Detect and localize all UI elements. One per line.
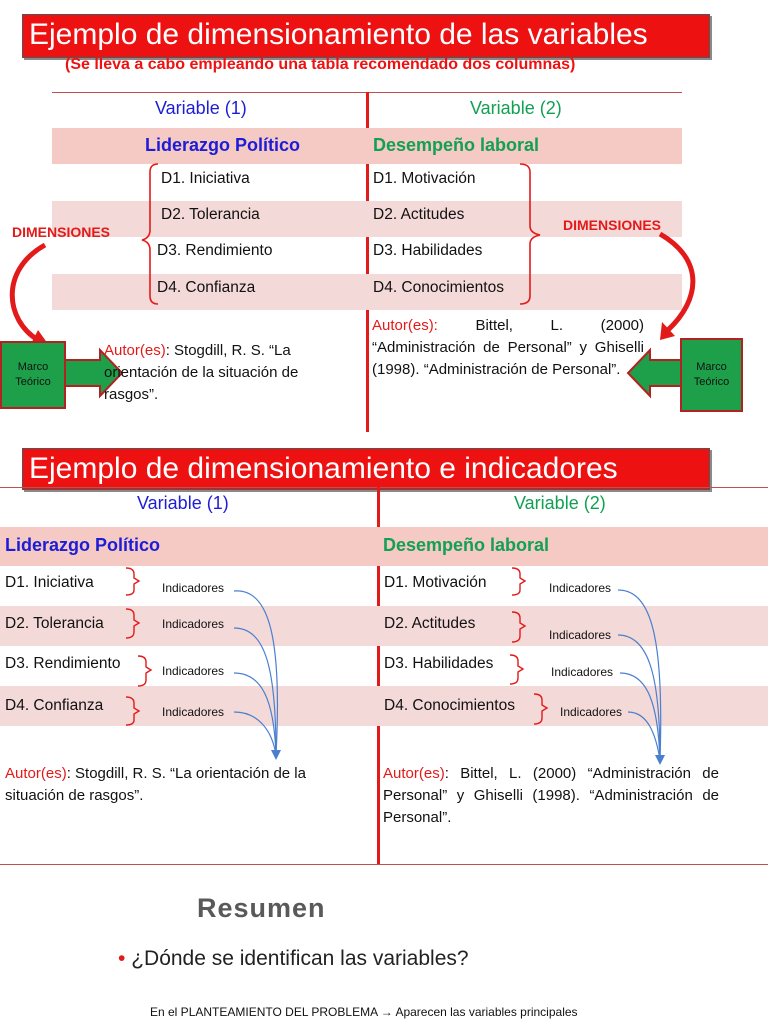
bracket-r2	[512, 612, 525, 642]
table1-var2-name: Desempeño laboral	[373, 135, 540, 155]
bracket-l1	[126, 568, 139, 595]
indicator-left-4: Indicadores	[162, 705, 225, 719]
table1-var2-dim-4: D4. Conocimientos	[373, 279, 504, 296]
table2-var2-dim-1: D1. Motivación	[384, 574, 487, 591]
table2-var2-dim-2: D2. Actitudes	[384, 615, 476, 632]
indicator-right-3: Indicadores	[551, 665, 614, 679]
table1-var1-dim-2: D2. Tolerancia	[161, 206, 260, 223]
section1-title: Ejemplo de dimensionamiento de las variables	[22, 14, 710, 58]
dimensions-label-left: DIMENSIONES	[12, 224, 111, 240]
table2-var2-dim-3: D3. Habilidades	[384, 655, 494, 672]
right-arrow-icon: →	[380, 1005, 393, 1019]
section2-title: Ejemplo de dimensionamiento e indicadores	[22, 448, 710, 490]
bracket-l2	[126, 609, 139, 638]
table2-var1-header: Variable (1)	[137, 493, 229, 513]
table2-var1-dim-4: D4. Confianza	[5, 697, 104, 714]
summary-bullet: • ¿Dónde se identifican las variables?	[118, 947, 469, 970]
bracket-l3	[138, 656, 151, 686]
indicator-right-2: Indicadores	[549, 628, 612, 642]
indicator-arrow-r2	[618, 635, 660, 760]
indicator-arrow-r1	[618, 590, 661, 760]
table1-var1-header: Variable (1)	[155, 98, 247, 118]
table2-var1-dim-3: D3. Rendimiento	[5, 655, 121, 672]
indicator-arrow-l3	[234, 673, 276, 755]
indicator-right-1: Indicadores	[549, 581, 612, 595]
table1-var2-author: Autor(es): Bittel, L. (2000) “Administración de Personal” y Ghiselli (1998). “Administración de Personal”.	[372, 317, 644, 378]
indicator-right-4: Indicadores	[560, 705, 623, 719]
summary-heading: Resumen	[197, 893, 326, 923]
table1-var1-dim-3: D3. Rendimiento	[157, 242, 273, 259]
summary-footer: En el PLANTEAMIENTO DEL PROBLEMA → Aparecen las variables principales	[150, 1005, 578, 1019]
table2-var1-author: Autor(es): Stogdill, R. S. “La orientación de la situación de rasgos”.	[5, 765, 306, 804]
indicator-left-2: Indicadores	[162, 617, 225, 631]
bracket-r4	[534, 694, 547, 724]
table1-var2-dim-3: D3. Habilidades	[373, 242, 483, 259]
table1-var2-header: Variable (2)	[470, 98, 562, 118]
indicator-arrow-r4	[628, 712, 660, 760]
table1-var1-dim-4: D4. Confianza	[157, 279, 256, 296]
indicator-arrow-l1	[234, 591, 277, 755]
marco-teorico-left: Marco Teórico	[0, 341, 66, 409]
indicator-arrow-l4	[234, 712, 276, 755]
table1-var2-dim-2: D2. Actitudes	[373, 206, 465, 223]
table1-var1-author: Autor(es): Stogdill, R. S. “La orientación de la situación de rasgos”.	[104, 342, 299, 403]
section1-subtitle: (Se lleva a cabo empleando una tabla recomendado dos columnas)	[65, 56, 576, 73]
table2-var1-dim-2: D2. Tolerancia	[5, 615, 104, 632]
indicator-left-3: Indicadores	[162, 664, 225, 678]
indicator-arrowhead-l	[271, 750, 281, 760]
table2-var2-name: Desempeño laboral	[383, 535, 550, 555]
table1-var1-dim-1: D1. Iniciativa	[161, 170, 250, 187]
bracket-r3	[510, 655, 523, 684]
table1-var1-name: Liderazgo Político	[145, 135, 301, 155]
dimensions-label-right: DIMENSIONES	[563, 217, 662, 233]
bracket-r1	[512, 568, 525, 595]
bracket-l4	[126, 697, 139, 725]
table2-var1-name: Liderazgo Político	[5, 535, 161, 555]
table1-var2-dim-1: D1. Motivación	[373, 170, 476, 187]
indicator-arrow-r3	[620, 673, 660, 760]
table2-var1-dim-1: D1. Iniciativa	[5, 574, 94, 591]
marco-teorico-right: Marco Teórico	[680, 338, 743, 412]
bullet-dot: •	[118, 947, 126, 970]
table2-var2-dim-4: D4. Conocimientos	[384, 697, 515, 714]
table2-var2-header: Variable (2)	[514, 493, 606, 513]
table2-var2-author: Autor(es): Bittel, L. (2000) “Administración de Personal” y Ghiselli (1998). “Administración de Personal”.	[383, 765, 719, 826]
indicator-left-1: Indicadores	[162, 581, 225, 595]
